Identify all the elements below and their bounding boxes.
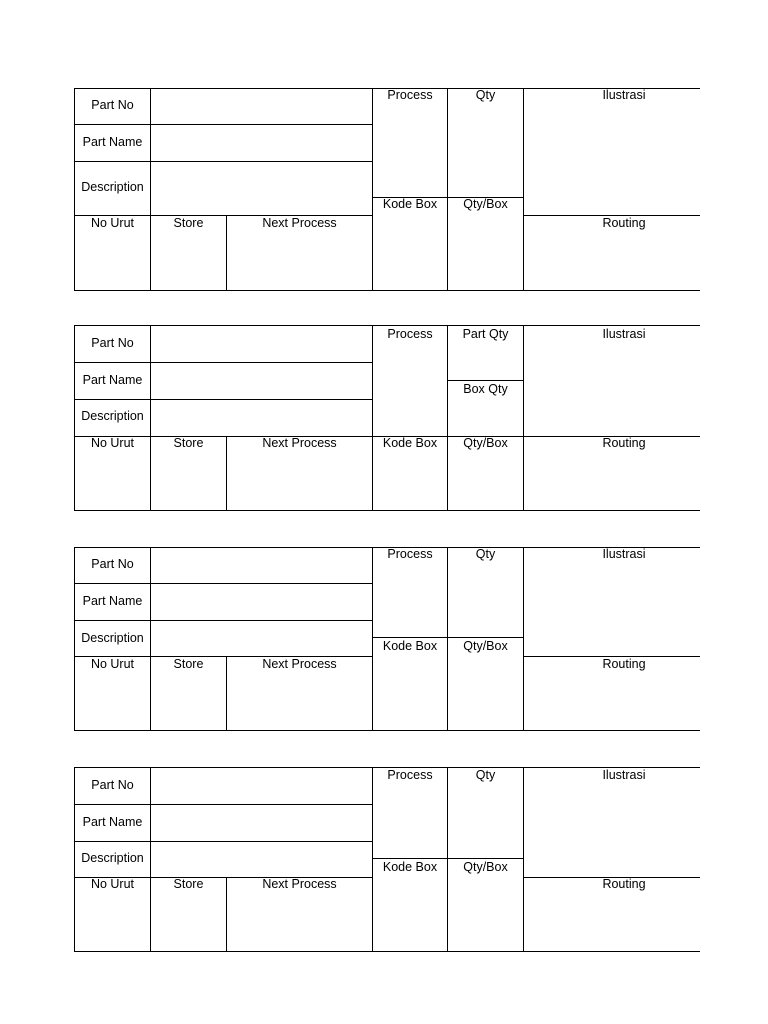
qty-per-box-label: Qty/Box — [463, 860, 508, 874]
column-divider — [447, 325, 448, 511]
qty-per-box-label: Qty/Box — [463, 197, 508, 211]
part-name-label: Part Name — [82, 594, 143, 608]
card-border-top — [74, 325, 700, 326]
column-divider — [150, 88, 151, 215]
kode-box-label: Kode Box — [382, 197, 438, 211]
process-label: Process — [387, 547, 433, 561]
part-name-label: Part Name — [82, 135, 143, 149]
row-divider — [372, 858, 524, 859]
part-name-label: Part Name — [82, 815, 143, 829]
row-divider — [74, 583, 372, 584]
row-divider — [74, 399, 372, 400]
row-divider — [74, 124, 372, 125]
no-urut-label: No Urut — [90, 877, 135, 891]
row-divider — [372, 637, 524, 638]
row-divider — [74, 841, 372, 842]
store-label: Store — [173, 657, 204, 671]
kode-box-label: Kode Box — [382, 436, 438, 450]
row-divider — [74, 620, 372, 621]
description-label: Description — [81, 180, 144, 194]
part-qty-label: Part Qty — [462, 327, 509, 341]
kode-box-label: Kode Box — [382, 639, 438, 653]
part-no-label: Part No — [91, 336, 134, 350]
card-border-bottom — [74, 510, 700, 511]
qty-per-box-label: Qty/Box — [463, 436, 508, 450]
column-divider — [150, 325, 151, 511]
routing-label: Routing — [602, 877, 646, 891]
box-qty-label: Box Qty — [463, 382, 508, 396]
part-name-label: Part Name — [82, 373, 143, 387]
ilustrasi-label: Ilustrasi — [602, 327, 646, 341]
card-border-bottom — [74, 951, 700, 952]
ilustrasi-label: Ilustrasi — [602, 88, 646, 102]
no-urut-label: No Urut — [90, 436, 135, 450]
column-divider — [523, 88, 524, 291]
process-label: Process — [387, 327, 433, 341]
description-label: Description — [81, 631, 144, 645]
routing-label: Routing — [602, 216, 646, 230]
card-border-bottom — [74, 290, 700, 291]
store-label: Store — [173, 216, 204, 230]
column-divider — [372, 88, 373, 291]
part-no-label: Part No — [91, 778, 134, 792]
column-divider — [150, 767, 151, 952]
ilustrasi-label: Ilustrasi — [602, 547, 646, 561]
next-process-label: Next Process — [262, 216, 337, 230]
no-urut-label: No Urut — [90, 216, 135, 230]
kode-box-label: Kode Box — [382, 860, 438, 874]
description-label: Description — [81, 851, 144, 865]
row-divider — [74, 804, 372, 805]
qty-label: Qty — [475, 547, 496, 561]
description-label: Description — [81, 409, 144, 423]
kanban-card — [0, 325, 768, 513]
kanban-card — [0, 547, 768, 733]
routing-label: Routing — [602, 657, 646, 671]
column-divider — [523, 767, 524, 952]
store-label: Store — [173, 877, 204, 891]
column-divider — [372, 325, 373, 511]
store-label: Store — [173, 436, 204, 450]
qty-per-box-label: Qty/Box — [463, 639, 508, 653]
next-process-label: Next Process — [262, 877, 337, 891]
process-label: Process — [387, 88, 433, 102]
kanban-card — [0, 88, 768, 292]
next-process-label: Next Process — [262, 436, 337, 450]
column-divider — [523, 547, 524, 731]
routing-label: Routing — [602, 436, 646, 450]
column-divider — [150, 547, 151, 731]
part-no-label: Part No — [91, 557, 134, 571]
process-label: Process — [387, 768, 433, 782]
qty-label: Qty — [475, 768, 496, 782]
row-divider — [74, 362, 372, 363]
column-divider — [523, 325, 524, 511]
row-divider — [74, 161, 372, 162]
next-process-label: Next Process — [262, 657, 337, 671]
row-divider — [447, 380, 524, 381]
kanban-card — [0, 767, 768, 954]
column-divider — [447, 88, 448, 291]
card-border-bottom — [74, 730, 700, 731]
part-no-label: Part No — [91, 98, 134, 112]
no-urut-label: No Urut — [90, 657, 135, 671]
ilustrasi-label: Ilustrasi — [602, 768, 646, 782]
qty-label: Qty — [475, 88, 496, 102]
